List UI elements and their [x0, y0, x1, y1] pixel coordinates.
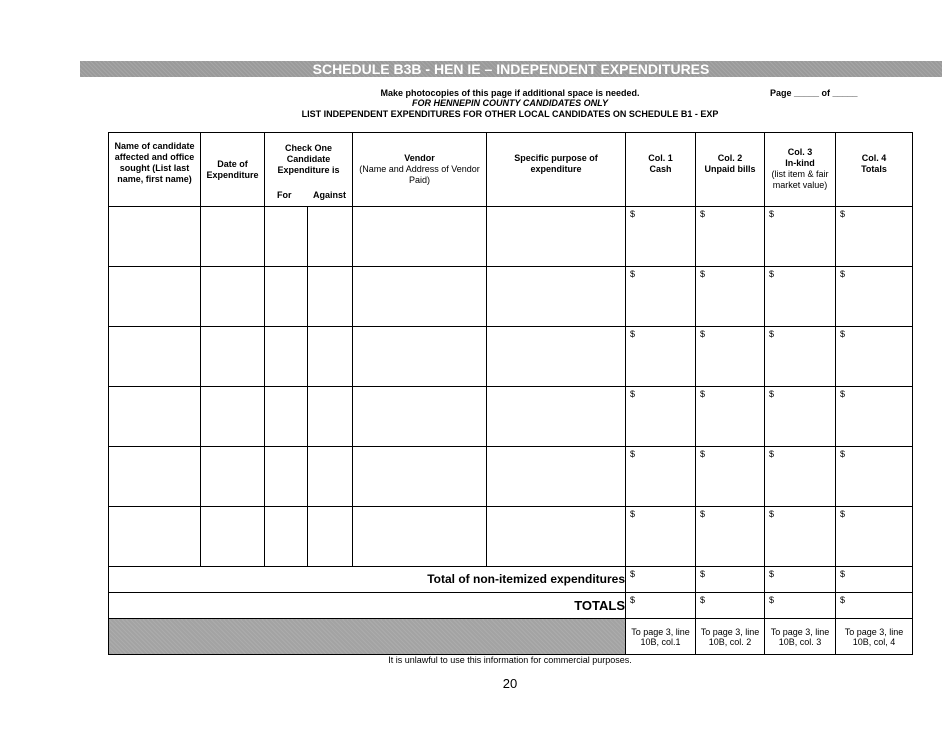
shaded-block — [109, 619, 626, 655]
non-itemized-inkind[interactable] — [765, 567, 836, 593]
dollar-sign: $ — [630, 449, 636, 459]
purpose-cell[interactable] — [487, 447, 626, 507]
dollar-sign: $ — [700, 329, 706, 339]
header-date: Date of Expenditure — [201, 133, 265, 207]
total-cell[interactable] — [836, 327, 913, 387]
date-cell[interactable] — [201, 387, 265, 447]
vendor-cell[interactable] — [353, 207, 487, 267]
table-row — [109, 507, 913, 567]
non-itemized-label: Total of non-itemized expenditures — [109, 567, 626, 593]
table-row — [109, 207, 913, 267]
non-itemized-unpaid[interactable] — [696, 567, 765, 593]
inkind-cell[interactable] — [765, 447, 836, 507]
candidate-name-cell[interactable] — [109, 387, 201, 447]
header-col2-unpaid: Col. 2 Unpaid bills — [696, 133, 765, 207]
non-itemized-row — [109, 567, 913, 593]
dollar-sign: $ — [840, 269, 846, 279]
dollar-sign: $ — [700, 595, 706, 605]
total-cell[interactable] — [836, 447, 913, 507]
dollar-sign: $ — [630, 389, 636, 399]
header-for: For — [277, 190, 292, 200]
cash-cell[interactable] — [626, 207, 696, 267]
dollar-sign: $ — [630, 595, 636, 605]
page-number: 20 — [502, 676, 518, 691]
dollar-sign: $ — [769, 449, 775, 459]
against-cell[interactable] — [308, 507, 353, 567]
dollar-sign: $ — [840, 595, 846, 605]
photocopy-instruction: Make photocopies of this page if additional space is needed. — [380, 88, 640, 98]
cash-cell[interactable] — [626, 507, 696, 567]
page-of-field[interactable]: Page _____ of _____ — [770, 88, 858, 98]
vendor-cell[interactable] — [353, 327, 487, 387]
against-cell[interactable] — [308, 267, 353, 327]
dollar-sign: $ — [840, 209, 846, 219]
for-cell[interactable] — [265, 447, 308, 507]
dollar-sign: $ — [840, 389, 846, 399]
for-cell[interactable] — [265, 387, 308, 447]
dollar-sign: $ — [840, 509, 846, 519]
for-cell[interactable] — [265, 507, 308, 567]
inkind-cell[interactable] — [765, 387, 836, 447]
header-col3-inkind: Col. 3 In-kind (list item & fair market value) — [765, 133, 836, 207]
totals-unpaid[interactable] — [696, 593, 765, 619]
total-cell[interactable] — [836, 507, 913, 567]
dollar-sign: $ — [630, 329, 636, 339]
candidate-name-cell[interactable] — [109, 267, 201, 327]
header-against: Against — [313, 190, 347, 200]
disclaimer: It is unlawful to use this information for commercial purposes. — [388, 655, 632, 665]
cash-cell[interactable] — [626, 327, 696, 387]
vendor-cell[interactable] — [353, 447, 487, 507]
unpaid-cell[interactable] — [696, 267, 765, 327]
unpaid-cell[interactable] — [696, 327, 765, 387]
vendor-cell[interactable] — [353, 387, 487, 447]
header-purpose: Specific purpose of expenditure — [487, 133, 626, 207]
carry-col3: To page 3, line 10B, col. 3 — [765, 619, 836, 655]
header-col4-totals: Col. 4 Totals — [836, 133, 913, 207]
dollar-sign: $ — [769, 595, 775, 605]
carry-col4: To page 3, line 10B, col, 4 — [836, 619, 913, 655]
unpaid-cell[interactable] — [696, 507, 765, 567]
carry-col1: To page 3, line 10B, col.1 — [626, 619, 696, 655]
totals-row — [109, 593, 913, 619]
candidate-name-cell[interactable] — [109, 507, 201, 567]
cash-cell[interactable] — [626, 267, 696, 327]
dollar-sign: $ — [840, 569, 846, 579]
inkind-cell[interactable] — [765, 267, 836, 327]
cash-cell[interactable] — [626, 447, 696, 507]
dollar-sign: $ — [700, 209, 706, 219]
table-row — [109, 267, 913, 327]
total-cell[interactable] — [836, 387, 913, 447]
header-vendor: Vendor (Name and Address of Vendor Paid) — [353, 133, 487, 207]
inkind-cell[interactable] — [765, 207, 836, 267]
against-cell[interactable] — [308, 447, 353, 507]
unpaid-cell[interactable] — [696, 447, 765, 507]
date-cell[interactable] — [201, 507, 265, 567]
date-cell[interactable] — [201, 207, 265, 267]
table-row — [109, 447, 913, 507]
non-itemized-cash[interactable] — [626, 567, 696, 593]
inkind-cell[interactable] — [765, 507, 836, 567]
schedule-title: SCHEDULE B3B - HEN IE – INDEPENDENT EXPENDITURES — [80, 61, 942, 77]
vendor-cell[interactable] — [353, 507, 487, 567]
purpose-cell[interactable] — [487, 387, 626, 447]
non-itemized-total[interactable] — [836, 567, 913, 593]
dollar-sign: $ — [700, 269, 706, 279]
unpaid-cell[interactable] — [696, 387, 765, 447]
purpose-cell[interactable] — [487, 327, 626, 387]
totals-inkind[interactable] — [765, 593, 836, 619]
unpaid-cell[interactable] — [696, 207, 765, 267]
dollar-sign: $ — [630, 209, 636, 219]
dollar-sign: $ — [700, 569, 706, 579]
county-instruction: FOR HENNEPIN COUNTY CANDIDATES ONLY — [411, 98, 608, 108]
table-row — [109, 327, 913, 387]
candidate-name-cell[interactable] — [109, 327, 201, 387]
dollar-sign: $ — [630, 509, 636, 519]
date-cell[interactable] — [201, 267, 265, 327]
dollar-sign: $ — [769, 269, 775, 279]
candidate-name-cell[interactable] — [109, 447, 201, 507]
expenditures-table — [108, 132, 913, 655]
dollar-sign: $ — [769, 209, 775, 219]
for-cell[interactable] — [265, 327, 308, 387]
cash-cell[interactable] — [626, 387, 696, 447]
date-cell[interactable] — [201, 447, 265, 507]
dollar-sign: $ — [630, 569, 636, 579]
purpose-cell[interactable] — [487, 267, 626, 327]
header-col1-cash: Col. 1 Cash — [626, 133, 696, 207]
dollar-sign: $ — [769, 329, 775, 339]
dollar-sign: $ — [769, 569, 775, 579]
totals-label: TOTALS — [109, 593, 626, 619]
dollar-sign: $ — [700, 389, 706, 399]
dollar-sign: $ — [700, 509, 706, 519]
dollar-sign: $ — [630, 269, 636, 279]
list-instruction: LIST INDEPENDENT EXPENDITURES FOR OTHER LOCAL CANDIDATES ON SCHEDULE B1 - EXP — [301, 109, 719, 119]
dollar-sign: $ — [840, 449, 846, 459]
candidate-name-cell[interactable] — [109, 207, 201, 267]
totals-cash[interactable] — [626, 593, 696, 619]
vendor-cell[interactable] — [353, 267, 487, 327]
totals-total[interactable] — [836, 593, 913, 619]
carry-col2: To page 3, line 10B, col. 2 — [696, 619, 765, 655]
for-cell[interactable] — [265, 267, 308, 327]
dollar-sign: $ — [769, 509, 775, 519]
total-cell[interactable] — [836, 267, 913, 327]
for-cell[interactable] — [265, 207, 308, 267]
table-row — [109, 387, 913, 447]
dollar-sign: $ — [700, 449, 706, 459]
header-candidate-name: Name of candidate affected and office sought (List last name, first name) — [109, 133, 201, 207]
against-cell[interactable] — [308, 387, 353, 447]
against-cell[interactable] — [308, 327, 353, 387]
purpose-cell[interactable] — [487, 207, 626, 267]
carry-forward-row — [109, 619, 913, 655]
date-cell[interactable] — [201, 327, 265, 387]
against-cell[interactable] — [308, 207, 353, 267]
dollar-sign: $ — [769, 389, 775, 399]
purpose-cell[interactable] — [487, 507, 626, 567]
dollar-sign: $ — [840, 329, 846, 339]
inkind-cell[interactable] — [765, 327, 836, 387]
header-check-one: Check One Candidate Expenditure is For Against — [265, 133, 353, 207]
total-cell[interactable] — [836, 207, 913, 267]
